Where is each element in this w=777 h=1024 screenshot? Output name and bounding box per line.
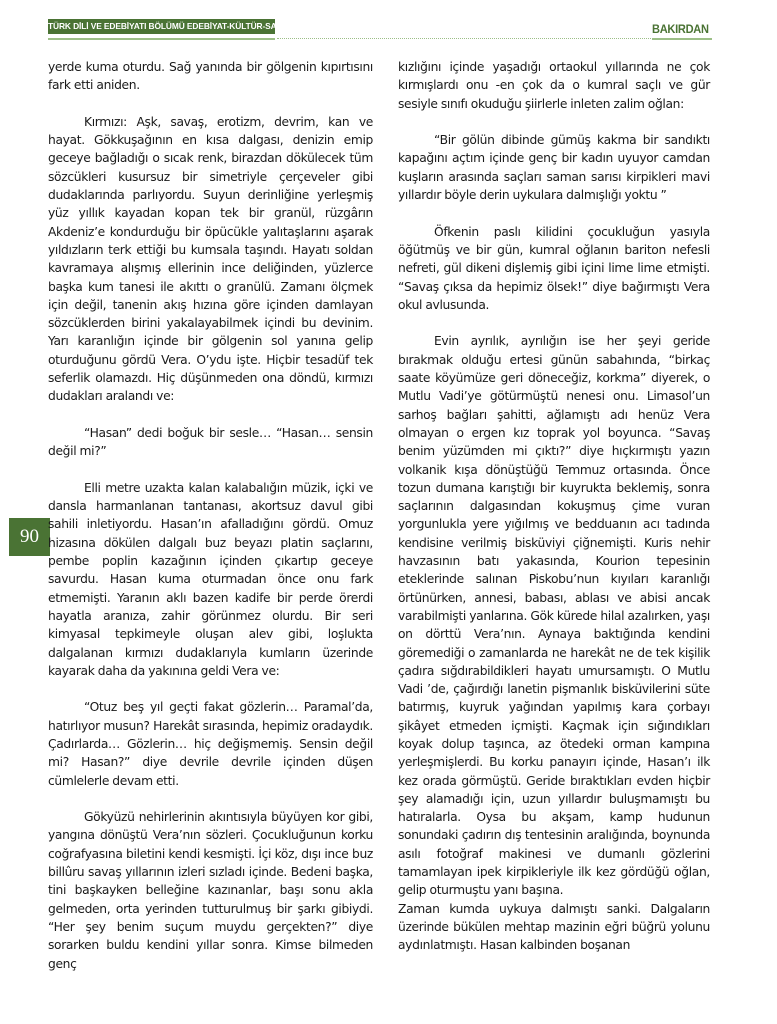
paragraph: Evin ayrılık, ayrılığın ise her şeyi geride bırakmak olduğu ertesi günün sabahında, “birkaç saate köyümüze geri döneceğiz, korkma” diyerek, o Mutlu Vadi’ye götürmüştü nenesi onu. Limasol’un sarhoş bağları şahitti, ağlamıştı adı henüz Vera olmayan o ergen kız toprak yol boyunca. “Savaş benim yüzümden mi çıktı?” diye hıçkırmıştı yazın volkanik kışa dönüştüğü Temmuz ortasında. Önce tozun dumana karıştığı bir kuyrukta beklemiş, sonra saçlarının dalgasından kokuşmuş çime vuran yorgunlukla yere yığılmış ve bedduanın acı tadında kendisine verilmiş bisküviyi çiğnemişti. Kuris nehir havzasının batı yakasında, Kourion tepesinin eteklerinde salınan Piskobu’nun kıyıları karanlığı örtünürken, annesi, babası, ablası ve abisi ancak varabilmişti yanlarına. Gök kürede hilal azalırken, yaşı on dörttü Vera’nın. Aynaya baktığında kendini göremediği o zamanlarda ne harekât ne de tek kişilik çadıra sığdırabildikleri hayatı umursamıştı. O Mutlu Vadi ’de, çağırdığı lanetin pişmanlık bisküvilerini süte batırmış, kuyruk yağından yapılmış kara çorbayı şikâyet etmeden içmişti. Kaçmak için sığındıkları koyak dolup taşınca, az ötedeki orman kampına yerleşmişlerdi. Bu korku panayırı içinde, Hasan’ı ilk kez orada görmüştü. Geride bıraktıkları evden hiçbir şey alamadığı için, uzun yıllardır buluşmamıştı bu hatıralarla. Oysa bu akşam, kamp hudunun sonundaki çadırın dış tentesinin aralığında, boynunda asılı fotoğraf makinesi ve dumanlı gözlerini tamamlayan ipek kirpikleriyle ilk kez gördüğü oğlan, gelip oturmuştu yanı başına. <box>398 334 710 898</box>
left-text-column <box>48 58 373 973</box>
journal-title-banner: TÜRK DİLİ VE EDEBİYATI BÖLÜMÜ EDEBİYAT-KÜLTÜR-SANAT E-DERGİSİ SAYI IV <box>48 19 275 34</box>
header-rule-left <box>48 38 275 40</box>
paragraph: Öfkenin paslı kilidini çocukluğun yasıyla öğütmüş ve bir gün, kumral oğlanın bariton nefesli nefreti, gül dikeni dişlemiş gibi içini lime lime etmişti. “Savaş çıksa da hepimiz ölsek!” diye bağırmıştı Vera okul avlusunda. <box>398 224 710 312</box>
paragraph: “Hasan” dedi boğuk bir sesle… “Hasan… sensin değil mi?” <box>48 425 373 459</box>
paragraph: kızlığını içinde yaşadığı ortaokul yıllarında ne çok kırmışlardı onu -en çok da o kumral saçlı ve gür sesiyle sınıfı okuduğu şiirlerle inleten zalim oğlan: <box>398 60 710 111</box>
paragraph: Gökyüzü nehirlerinin akıntısıyla büyüyen kor gibi, yangına dönüştü Vera’nın sözleri. Çocukluğunun korku coğrafyasına biletini kendi kesmişti. İçi köz, dışı ince buz billûru savaş yıllarının izleri sızladı içinde. Bedeni başka, tini başkayken belleğine kazınanlar, başı sonu akla gelmeden, orta yerinden tutturulmuş bir şarkı gibiydi. “Her şey benim suçum muydu gerçekten?” diye sorarken buldu kendini yıllar sonra. Kimse bilmeden genç <box>48 810 373 971</box>
paragraph: yerde kuma oturdu. Sağ yanında bir gölgenin kıpırtısını fark etti aniden. <box>48 60 373 93</box>
header-rule-dotted <box>277 38 651 39</box>
page-number-badge: 90 <box>9 518 50 556</box>
right-text-column <box>398 58 710 955</box>
paragraph: “Bir gölün dibinde gümüş kakma bir sandıktı kapağını açtım içinde genç bir kadın uyuyor camdan kuşların arasında saçları saman sarısı kirpikleri mavi yıllardır böyle derin uykulara dalmışlığı yoktu ” <box>398 133 710 203</box>
paragraph: Kırmızı: Aşk, savaş, erotizm, devrim, kan ve hayat. Gökkuşağının en kısa dalgası, denizin emip geceye bağladığı o sıcak renk, birazdan dökülecek tüm sözcükleri kusursuz bir simetriyle çerçeveler gibi dudaklarında parlıyordu. Suyun derinliğine yerleşmiş yüz yıllık kayadan kopan tek bir granül, rüzgârın Akdeniz’e kondurduğu bir öpücükle yalıtaşlarını aşarak yıldızların terk ettiği bu kumsala taşındı. Hayatı soldan kavramaya alışmış ellerinin ince deliğinden, yüzlerce başka kum tanesi ile akıttı o granülü. Zamanı ölçmek için değil, tanenin akış hızına göre içinden damlayan sözcüklerden birini yakalayabilmek içindi bu devinim. Yarı karanlığın içinde bir gölgenin sol yanına gelip oturduğunu gördü Vera. O’ydu işte. Hiçbir tesadüf tek seferlik olamazdı. Hiç düşünmeden ona döndü, kırmızı dudakları aralandı ve: <box>48 114 373 404</box>
paragraph: “Otuz beş yıl geçti fakat gözlerin… Paramal’da, hatırlıyor musun? Harekât sırasında, hepimiz oradaydık. Çadırlarda… Gözlerin… hiç değişmemiş. Sensin değil mi? Hasan?” diye devrile devrile içinden düşen cümlelerle devam etti. <box>48 700 373 788</box>
header-rule-right <box>652 38 712 40</box>
paragraph: Zaman kumda uykuya dalmıştı sanki. Dalgaların üzerinde bükülen mehtap mazinin eğri büğrü yolunu aydınlatmıştı. Hasan kalbinden boşanan <box>398 901 710 953</box>
section-title: BAKIRDAN <box>652 22 709 36</box>
paragraph: Elli metre uzakta kalan kalabalığın müzik, içki ve dansla harmanlanan tantanası, akortsuz davul gibi sahili inletiyordu. Hasan’ın afalladığını gördü. Omuz hizasına dökülen dalgalı buz beyazı platin saçlarını, pembe poplin kazağının içinden çıkartıp geceye savurdu. Hasan kuma oturmadan önce onu fark etmemişti. Yaranın aklı bazen kadife bir perde örerdi hayatla aranıza, zahir görünmez olurdu. Bir seri kimyasal tepkimeyle oluşan alev gibi, loşlukta dalgalanan kırmızı dudaklarıyla kumların üzerinde kayarak daha da yakınına geldi Vera ve: <box>48 480 373 678</box>
